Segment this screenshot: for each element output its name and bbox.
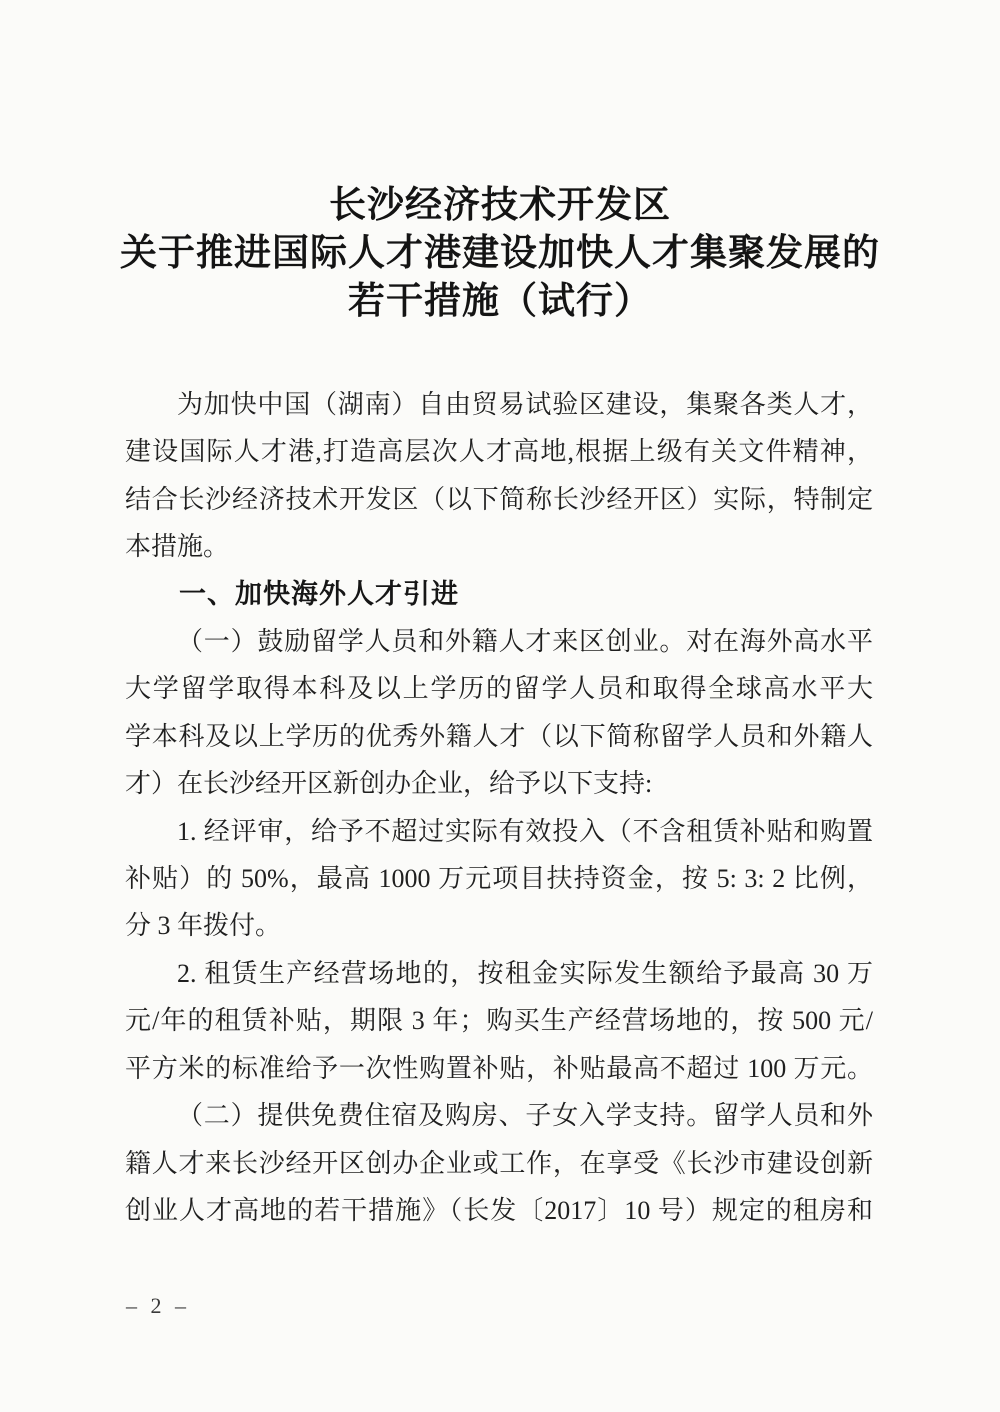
section-1-subitem-2-line: 平方米的标准给予一次性购置补贴，补贴最高不超过 100 万元。 — [125, 1053, 873, 1083]
document-title — [0, 182, 1000, 326]
intro-paragraph-line: 结合长沙经济技术开发区（以下简称长沙经开区）实际，特制定 — [125, 484, 873, 514]
section-1-item-1-line: 大学留学取得本科及以上学历的留学人员和取得全球高水平大 — [125, 674, 873, 704]
title-line-1: 长沙经济技术开发区 — [329, 185, 671, 226]
intro-paragraph-line: 为加快中国（湖南）自由贸易试验区建设，集聚各类人才， — [177, 390, 873, 419]
section-1-subitem-1-line: 补贴）的 50%，最高 1000 万元项目扶持资金，按 5: 3: 2 比例， — [125, 864, 873, 894]
section-1-subitem-1-line: 分 3 年拨付。 — [125, 911, 282, 941]
section-1-subitem-1-line: 1. 经评审，给予不超过实际有效投入（不含租赁补贴和购置 — [177, 816, 873, 846]
section-1-item-2-line: 籍人才来长沙经开区创办企业或工作，在享受《长沙市建设创新 — [125, 1148, 873, 1178]
title-line-3: 若干措施（试行） — [348, 281, 652, 322]
section-1-item-1-line: （一）鼓励留学人员和外籍人才来区创业。对在海外高水平 — [177, 627, 873, 657]
section-1-item-1-line: 学本科及以上学历的优秀外籍人才（以下简称留学人员和外籍人 — [125, 721, 873, 751]
section-1-item-2-line: （二）提供免费住宿及购房、子女入学支持。留学人员和外 — [177, 1101, 873, 1131]
page-number: – 2 – — [126, 1293, 190, 1318]
document-body — [125, 381, 873, 1234]
section-1-heading: 一、加快海外人才引进 — [179, 578, 459, 609]
section-1-item-2-line: 创业人才高地的若干措施》（长发〔2017〕10 号）规定的租房和 — [125, 1195, 873, 1225]
section-1-subitem-2-line: 元/年的租赁补贴，期限 3 年；购买生产经营场地的，按 500 元/ — [125, 1006, 873, 1036]
intro-paragraph-line: 建设国际人才港,打造高层次人才高地,根据上级有关文件精神， — [125, 437, 873, 467]
title-line-2: 关于推进国际人才港建设加快人才集聚发展的 — [120, 233, 880, 274]
intro-paragraph-line: 本措施。 — [125, 532, 230, 562]
section-1-subitem-2-line: 2. 租赁生产经营场地的，按租金实际发生额给予最高 30 万 — [177, 958, 873, 988]
section-1-item-1-line: 才）在长沙经开区新创办企业，给予以下支持: — [125, 769, 653, 799]
